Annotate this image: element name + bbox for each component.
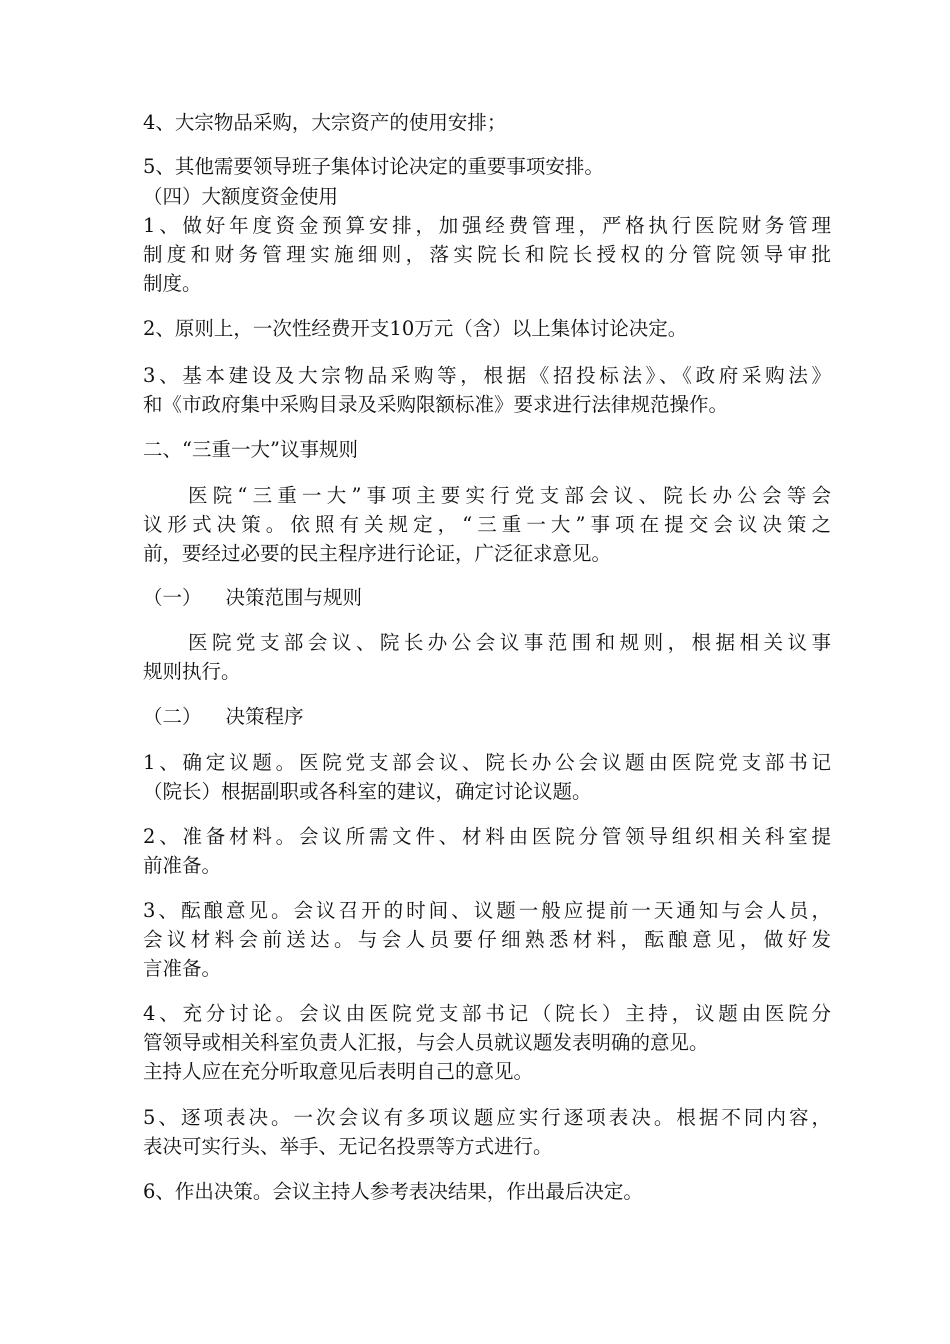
step-make-decision: 6、作出决策。会议主持人参考表决结果，作出最后决定。: [143, 1180, 643, 1203]
paragraph-scope-rules: [143, 628, 831, 686]
subheading-scope: [143, 583, 831, 612]
subheading-number: （二）: [143, 705, 202, 728]
text-line: 1、确定议题。医院党支部会议、院长办公会议题由医院党支部书记: [143, 751, 831, 774]
section-heading-large-funds: （四）大额度资金使用: [143, 185, 339, 208]
subheading-procedure: [143, 702, 831, 731]
item-other-matters: 5、其他需要领导班子集体讨论决定的重要事项安排。: [143, 155, 604, 178]
subheading-text: 决策程序: [225, 705, 304, 728]
text-line: 1、做好年度资金预算安排，加强经费管理，严格执行医院财务管理: [143, 214, 831, 237]
text-line: 前，要经过必要的民主程序进行论证，广泛征求意见。: [143, 542, 612, 565]
item-expense-threshold: 2、原则上，一次性经费开支10万元（含）以上集体讨论决定。: [143, 317, 688, 340]
step-determine-topic: [143, 748, 831, 806]
text-line: 医院“三重一大”事项主要实行党支部会议、院长办公会等会: [188, 484, 831, 507]
text-line: 3、酝酿意见。会议召开的时间、议题一般应提前一天通知与会人员，: [143, 899, 831, 922]
paragraph-decision-forms: [143, 481, 831, 568]
step-prepare-materials: [143, 822, 831, 880]
text-line: 3、基本建设及大宗物品采购等，根据《招投标法》、《政府采购法》: [143, 364, 831, 387]
text-line: 和《市政府集中采购目录及采购限额标准》要求进行法律规范操作。: [143, 393, 729, 416]
text-line: （院长）根据副职或各科室的建议，确定讨论议题。: [143, 780, 592, 803]
item-annual-budget: [143, 211, 831, 298]
text-line: 主持人应在充分听取意见后表明自己的意见。: [143, 1060, 534, 1083]
item-bulk-purchase: 4、大宗物品采购，大宗资产的使用安排；: [143, 111, 507, 134]
item-procurement-law: [143, 361, 831, 419]
text-line: 议形式决策。依照有关规定，“三重一大”事项在提交会议决策之: [143, 513, 831, 536]
step-item-vote: [143, 1103, 831, 1161]
text-line: 会议材料会前送达。与会人员要仔细熟悉材料，酝酿意见，做好发: [143, 928, 831, 951]
text-line: 医院党支部会议、院长办公会议事范围和规则，根据相关议事: [188, 631, 831, 654]
text-line: 制度和财务管理实施细则，落实院长和院长授权的分管院领导审批: [143, 243, 831, 266]
subheading-number: （一）: [143, 586, 202, 609]
text-line: 言准备。: [143, 957, 222, 980]
text-line: 5、逐项表决。一次会议有多项议题应实行逐项表决。根据不同内容，: [143, 1106, 831, 1129]
text-line: 前准备。: [143, 854, 222, 877]
text-line: 2、准备材料。会议所需文件、材料由医院分管领导组织相关科室提: [143, 825, 831, 848]
text-line: 管领导或相关科室负责人汇报，与会人员就议题发表明确的意见。: [143, 1031, 709, 1054]
text-line: 表决可实行头、举手、无记名投票等方式进行。: [143, 1135, 553, 1158]
text-line: 4、充分讨论。会议由医院党支部书记（院长）主持，议题由医院分: [143, 1002, 831, 1025]
step-full-discussion: [143, 999, 831, 1086]
subheading-text: 决策范围与规则: [225, 586, 363, 609]
text-line: 规则执行。: [143, 660, 241, 683]
section-heading-rules: 二、“三重一大”议事规则: [143, 438, 358, 461]
text-line: 制度。: [143, 272, 202, 295]
step-deliberate-opinions: [143, 896, 831, 983]
